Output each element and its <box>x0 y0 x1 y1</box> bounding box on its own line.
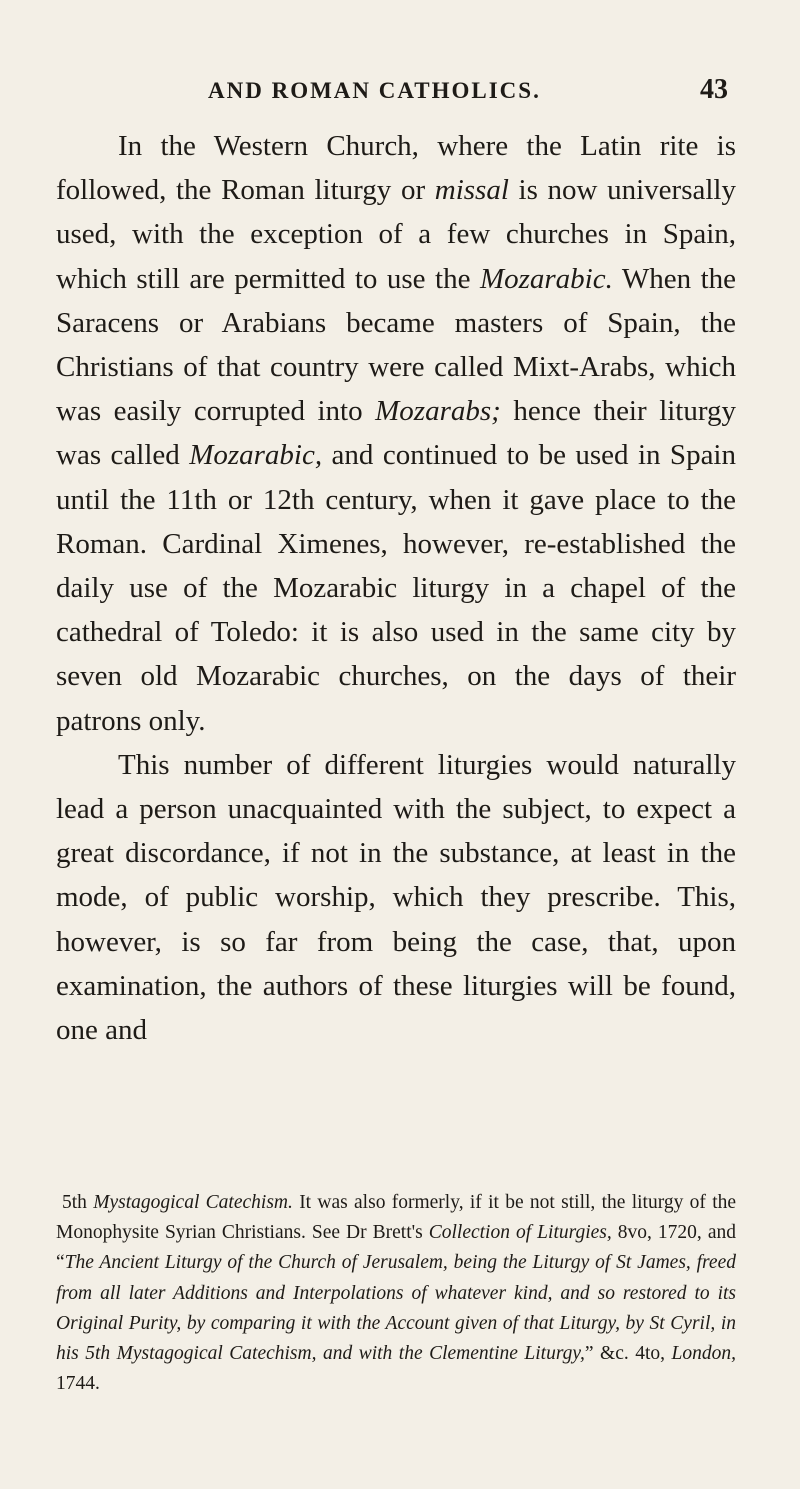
footnote-text <box>56 1188 736 1399</box>
text-run: 8vo, 1720, and “ <box>56 1222 736 1274</box>
italic-run: London, <box>671 1343 736 1365</box>
text-run: hence their liturgy was called <box>56 395 736 472</box>
text-run: When the Saracens or Arabians became masters of Spain, the Christians of that country were called Mixt-Arabs, which was easily corrupted into <box>56 262 736 428</box>
text-run: is now universally used, with the exception of a few churches in Spain, which still are permitted to use the <box>56 174 736 295</box>
italic-run: Mozarabs; <box>375 395 501 428</box>
italic-run: Mozarabic. <box>479 262 613 295</box>
footnote <box>56 1188 736 1399</box>
text-run: ” &c. 4to, <box>584 1343 672 1365</box>
italic-run: Mozarabic, <box>189 439 323 472</box>
italic-run: Collection of Liturgies, <box>428 1222 612 1244</box>
italic-run: The Ancient Liturgy of the Church of Jerusalem, being the Liturgy of St James, freed from all later Additions and Interpolations of whatever kind, and so restored to its Original Purity, by comparing it with the Account given of that Liturgy, by St Cyril, in his 5th Mystagogical Catechism, and with the Clementine Liturgy, <box>56 1252 736 1365</box>
text-run: It was also formerly, if it be not still, the liturgy of the Monophysite Syrian Christians. See Dr Brett's <box>56 1192 737 1244</box>
text-run: 5th <box>62 1192 94 1213</box>
italic-run: Mystagogical Catechism. <box>93 1192 293 1213</box>
page-number: 43 <box>700 74 728 105</box>
paragraph-2: This number of different liturgies would naturally lead a person unacquainted with the subject, to expect a great discordance, if not in the substance, at least in the mode, of public worship, which they prescribe. This, however, is so far from being the case, that, upon examination, the authors of these liturgies will be found, one and <box>56 748 736 1047</box>
text-run: and continued to be used in Spain until the 11th or 12th century, when it gave place to the Roman. Cardinal Ximenes, however, re-established the daily use of the Mozarabic liturgy in a chapel of the cathedral of Toledo: it is also used in the same city by seven old Mozarabic churches, on the days of their patrons only. <box>56 439 736 737</box>
main-text <box>56 124 736 1052</box>
paragraph-1 <box>56 124 736 743</box>
text-run: In the Western Church, where the Latin rite is followed, the Roman liturgy or <box>56 130 736 207</box>
italic-run: missal <box>434 174 509 207</box>
text-run: 1744. <box>56 1373 100 1395</box>
page-header <box>0 72 800 112</box>
running-head: AND ROMAN CATHOLICS. <box>208 78 541 103</box>
